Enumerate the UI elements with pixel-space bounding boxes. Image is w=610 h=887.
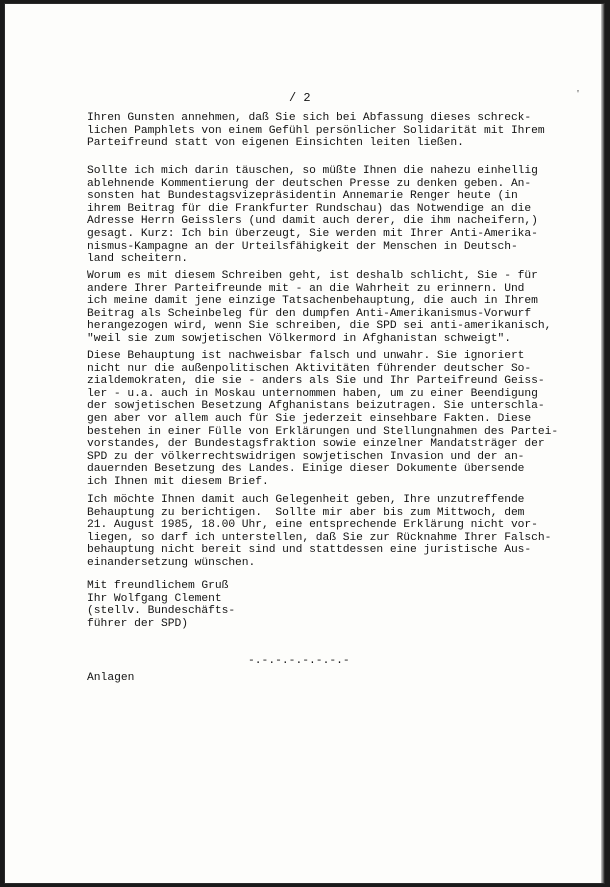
text-line: 21. August 1985, 18.00 Uhr, eine entsprechende Erklärung nicht vor- — [87, 519, 538, 532]
text-line: ich meine damit jene einzige Tatsachenbehauptung, die auch in Ihrem — [87, 295, 538, 308]
attachments-label: Anlagen — [87, 672, 135, 684]
text-line: ich Ihnen mit diesem Brief. — [87, 475, 269, 488]
text-line: lichen Pamphlets von einem Gefühl persönlicher Solidarität mit Ihrem — [87, 124, 545, 137]
text-line: SPD zu der völkerrechtswidrigen sowjetischen Invasion und der an- — [87, 450, 525, 463]
page-edge — [601, 4, 604, 883]
signature-block — [87, 580, 235, 630]
text-line: gen aber vor allem auch für Sie jederzeit einsehbare Fakten. Diese — [87, 412, 532, 425]
text-line: Ihren Gunsten annehmen, daß Sie sich bei Abfassung dieses schreck- — [87, 112, 532, 124]
signer-title: führer der SPD) — [87, 617, 188, 630]
text-line: zialdemokraten, die sie - anders als Sie und Ihr Parteifreund Geiss- — [87, 375, 545, 388]
text-line: Sollte ich mich darin täuschen, so müßte Ihnen die nahezu einhellig — [87, 165, 538, 177]
paragraph-3 — [87, 270, 551, 346]
page-number: / 2 — [289, 91, 311, 105]
separator-line: -.-.-.-.-.-.-.- — [248, 655, 350, 667]
signer-title: (stellv. Bundeschäfts- — [87, 605, 236, 618]
text-line: nicht nur die außenpolitischen Aktivitäten führender deutscher So- — [87, 362, 532, 375]
text-line: land scheitern. — [87, 253, 188, 266]
paragraph-4 — [87, 350, 558, 489]
text-line: der sowjetischen Besetzung Afghanistans beizutragen. Sie unterschla- — [87, 400, 545, 413]
text-line: "weil sie zum sowjetischen Völkermord in Afghanistan schweigt". — [87, 332, 511, 345]
paragraph-5 — [87, 494, 551, 570]
text-line: liegen, so darf ich unterstellen, daß Sie zur Rücknahme Ihrer Falsch- — [87, 531, 552, 544]
text-line: behauptung nicht bereit sind und stattdessen eine juristische Aus- — [87, 544, 532, 557]
text-line: nismus-Kampagne an der Urteilsfähigkeit der Menschen in Deutsch- — [87, 240, 518, 253]
letter-page — [5, 4, 604, 883]
text-line: Diese Behauptung ist nachweisbar falsch und unwahr. Sie ignoriert — [87, 350, 525, 362]
text-line: herangezogen wird, wenn Sie schreiben, die SPD sei anti-amerikanisch, — [87, 320, 552, 333]
text-line: ler - u.a. auch in Moskau unternommen haben, um zu einer Beendigung — [87, 387, 538, 400]
text-line: dauernden Besetzung des Landes. Einige dieser Dokumente übersende — [87, 463, 525, 476]
text-line: ihrem Beitrag für die Frankfurter Rundschau) das Notwendige an die — [87, 202, 532, 215]
text-line: Ich möchte Ihnen damit auch Gelegenheit geben, Ihre unzutreffende — [87, 494, 525, 506]
text-line: einandersetzung wünschen. — [87, 556, 256, 569]
text-line: Beitrag als Scheinbeleg für den dumpfen Anti-Amerikanismus-Vorwurf — [87, 307, 532, 320]
text-line: bestehen in einer Fülle von Erklärungen und Stellungnahmen des Partei- — [87, 425, 559, 438]
corner-mark: ' — [577, 88, 579, 100]
text-line: Worum es mit diesem Schreiben geht, ist deshalb schlicht, Sie - für — [87, 270, 538, 282]
closing-line: Mit freundlichem Gruß — [87, 580, 229, 592]
signer-name: Ihr Wolfgang Clement — [87, 592, 222, 605]
text-line: vorstandes, der Bundestagsfraktion sowie einzelner Mandatsträger der — [87, 438, 545, 451]
text-line: gesagt. Kurz: Ich bin überzeugt, Sie werden mit Ihrer Anti-Amerika- — [87, 227, 538, 240]
paragraph-2 — [87, 165, 538, 266]
text-line: sonsten hat Bundestagsvizepräsidentin Annemarie Renger heute (in — [87, 190, 518, 203]
text-line: Behauptung zu berichtigen. Sollte mir aber bis zum Mittwoch, dem — [87, 506, 525, 519]
text-line: Adresse Herrn Geisslers (und damit auch derer, die ihm nacheifern,) — [87, 215, 538, 228]
text-line: ablehnende Kommentierung der deutschen Presse zu denken geben. An- — [87, 177, 532, 190]
paragraph-1 — [87, 112, 545, 150]
text-line: Parteifreund statt von eigenen Einsichten leiten ließen. — [87, 137, 464, 150]
text-line: andere Ihrer Parteifreunde mit - an die Wahrheit zu erinnern. Und — [87, 282, 525, 295]
